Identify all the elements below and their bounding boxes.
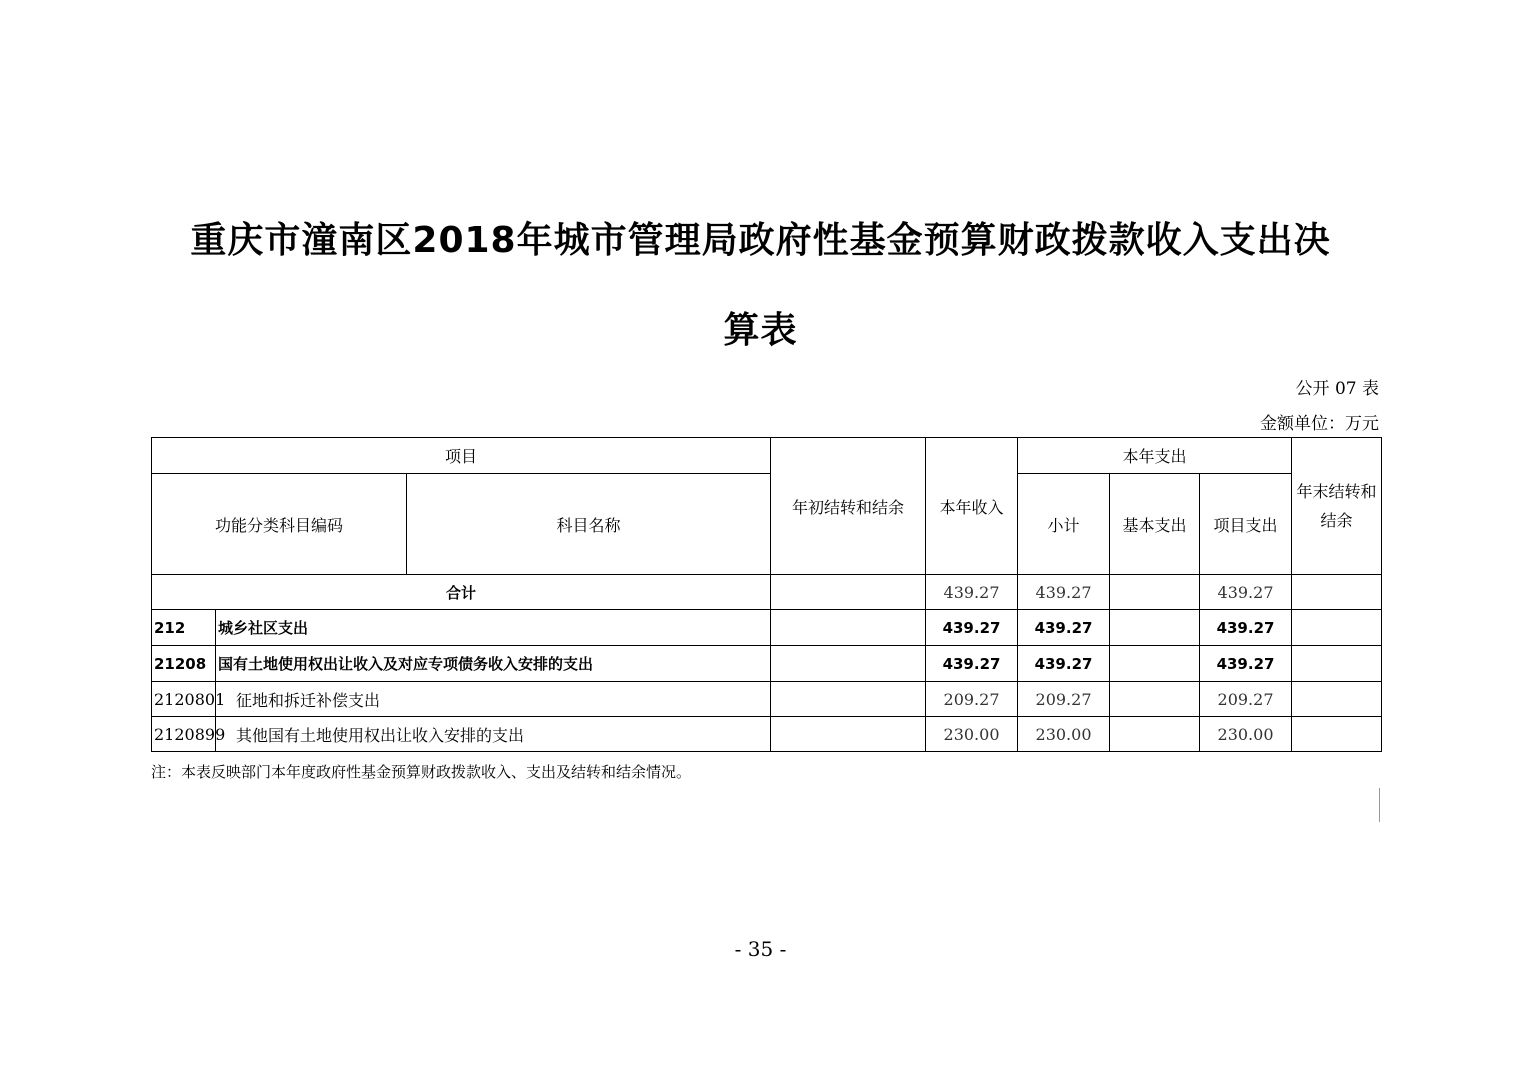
header-project: 项目支出 (1200, 474, 1292, 575)
row-basic (1110, 682, 1200, 717)
row-subtotal: 230.00 (1018, 717, 1110, 752)
table-row (152, 717, 1382, 752)
total-basic (1110, 575, 1200, 610)
total-subtotal: 439.27 (1018, 575, 1110, 610)
table-footnote: 注：本表反映部门本年度政府性基金预算财政拨款收入、支出及结转和结余情况。 (151, 763, 692, 781)
page-title-line-1: 重庆市潼南区2018年城市管理局政府性基金预算财政拨款收入支出决 (190, 220, 1331, 261)
row-basic (1110, 717, 1200, 752)
total-label: 合计 (152, 575, 771, 610)
row-begin-balance (771, 610, 926, 646)
header-income: 本年收入 (926, 438, 1018, 575)
total-income: 439.27 (926, 575, 1018, 610)
row-code: 21208 (152, 646, 216, 682)
header-expense: 本年支出 (1018, 438, 1292, 474)
row-income: 230.00 (926, 717, 1018, 752)
header-basic: 基本支出 (1110, 474, 1200, 575)
row-income: 439.27 (926, 610, 1018, 646)
row-subtotal: 439.27 (1018, 646, 1110, 682)
page-title-line-2: 算表 (723, 310, 798, 351)
header-subtotal: 小计 (1018, 474, 1110, 575)
row-basic (1110, 646, 1200, 682)
budget-table (151, 437, 1382, 752)
row-subtotal: 439.27 (1018, 610, 1110, 646)
row-basic (1110, 610, 1200, 646)
row-begin-balance (771, 717, 926, 752)
amount-unit: 金额单位：万元 (1260, 414, 1379, 434)
total-begin-balance (771, 575, 926, 610)
row-name: 国有土地使用权出让收入及对应专项债务收入安排的支出 (216, 646, 771, 682)
row-end-balance (1292, 646, 1382, 682)
total-row (152, 575, 1382, 610)
row-code: 2120801 (152, 682, 216, 717)
row-end-balance (1292, 717, 1382, 752)
header-code: 功能分类科目编码 (152, 474, 407, 575)
row-project: 439.27 (1200, 646, 1292, 682)
page-number: - 35 - (734, 937, 787, 961)
row-project: 209.27 (1200, 682, 1292, 717)
row-code: 2120899 (152, 717, 216, 752)
row-end-balance (1292, 610, 1382, 646)
header-item: 项目 (152, 438, 771, 474)
row-code: 212 (152, 610, 216, 646)
header-end-balance: 年末结转和结余 (1292, 438, 1382, 575)
total-end-balance (1292, 575, 1382, 610)
row-project: 230.00 (1200, 717, 1292, 752)
table-row (152, 682, 1382, 717)
row-begin-balance (771, 682, 926, 717)
row-project: 439.27 (1200, 610, 1292, 646)
total-project: 439.27 (1200, 575, 1292, 610)
table-row (152, 646, 1382, 682)
row-income: 439.27 (926, 646, 1018, 682)
header-begin-balance: 年初结转和结余 (771, 438, 926, 575)
row-end-balance (1292, 682, 1382, 717)
table-row (152, 610, 1382, 646)
table-number: 公开 07 表 (1295, 379, 1379, 399)
row-subtotal: 209.27 (1018, 682, 1110, 717)
row-name: 征地和拆迁补偿支出 (216, 682, 771, 717)
row-begin-balance (771, 646, 926, 682)
row-name: 城乡社区支出 (216, 610, 771, 646)
row-income: 209.27 (926, 682, 1018, 717)
row-name: 其他国有土地使用权出让收入安排的支出 (216, 717, 771, 752)
header-name: 科目名称 (407, 474, 771, 575)
margin-rule (1379, 788, 1380, 822)
